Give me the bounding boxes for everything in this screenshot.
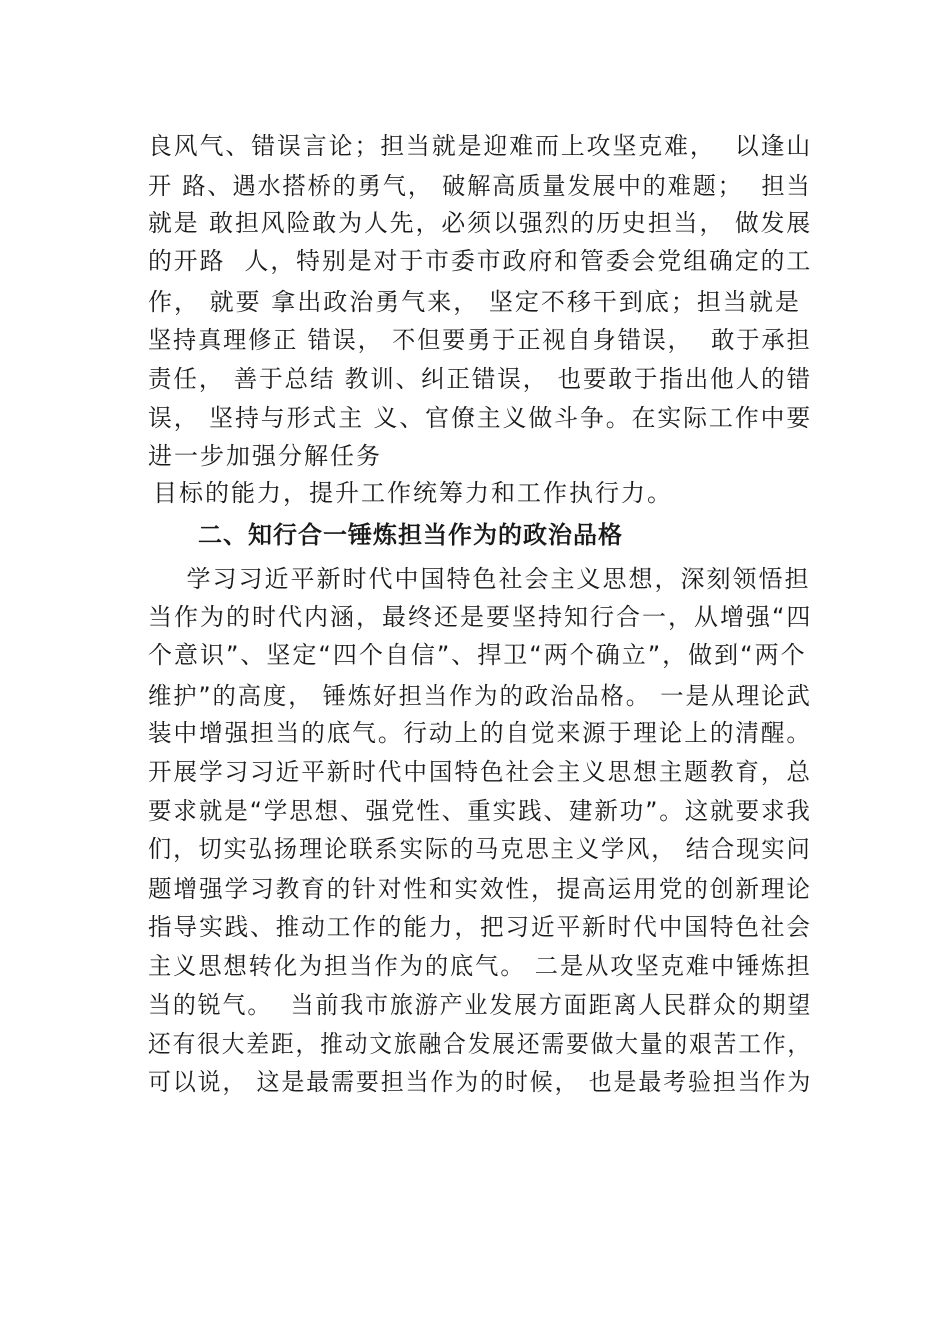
text-line: 就是 敢担风险敢为人先，必须以强烈的历史担当， 做发展 (148, 209, 813, 237)
text-line: 题增强学习教育的针对性和实效性，提高运用党的创新理论 (148, 875, 812, 903)
text-line: 学习习近平新时代中国特色社会主义思想，深刻领悟担 (148, 565, 811, 593)
text-line: 装中增强担当的底气。行动上的自觉来源于理论上的清醒。 (148, 719, 812, 747)
text-line: 进一步加强分解任务 (148, 442, 382, 470)
text-line: 个意识”、坚定“四个自信”、捍卫“两个确立”，做到“两个 (148, 641, 807, 669)
text-line: 还有很大差距，推动文旅融合发展还需要做大量的艰苦工作， (148, 1030, 813, 1058)
section-heading: 二、知行合一锤炼担当作为的政治品格 (198, 521, 623, 549)
text-line: 维护”的高度， 锤炼好担当作为的政治品格。 一是从理论武 (148, 682, 812, 710)
text-line: 主义思想转化为担当作为的底气。 二是从攻坚克难中锤炼担 (148, 952, 812, 980)
text-line: 开展学习习近平新时代中国特色社会主义思想主题教育，总 (148, 758, 812, 786)
text-line: 可以说， 这是最需要担当作为的时候， 也是最考验担当作为 (148, 1068, 813, 1096)
text-line: 指导实践、推动工作的能力，把习近平新时代中国特色社会 (148, 913, 812, 941)
text-line: 良风气、错误言论；担当就是迎难而上攻坚克难， 以逢山 (148, 132, 813, 160)
text-line: 们，切实弘扬理论联系实际的马克思主义学风， 结合现实问 (148, 835, 812, 863)
text-line: 当的锐气。 当前我市旅游产业发展方面距离人民群众的期望 (148, 991, 813, 1019)
text-line: 的开路 人，特别是对于市委市政府和管委会党组确定的工 (148, 247, 813, 275)
text-line: 开 路、遇水搭桥的勇气， 破解高质量发展中的难题； 担当 (148, 172, 812, 200)
text-line: 责任， 善于总结 教训、纠正错误， 也要敢于指出他人的错 (148, 365, 812, 393)
text-line: 目标的能力，提升工作统筹力和工作执行力。 (153, 479, 673, 507)
text-line: 坚持真理修正 错误， 不但要勇于正视自身错误， 敢于承担 (148, 326, 812, 354)
text-line: 误， 坚持与形式主 义、官僚主义做斗争。在实际工作中要 (148, 404, 813, 432)
text-line: 当作为的时代内涵，最终还是要坚持知行合一，从增强“四 (148, 603, 813, 631)
text-line: 作， 就要 拿出政治勇气来， 坚定不移干到底；担当就是 (148, 288, 801, 316)
text-line: 要求就是“学思想、强党性、重实践、建新功”。这就要求我 (148, 797, 812, 825)
